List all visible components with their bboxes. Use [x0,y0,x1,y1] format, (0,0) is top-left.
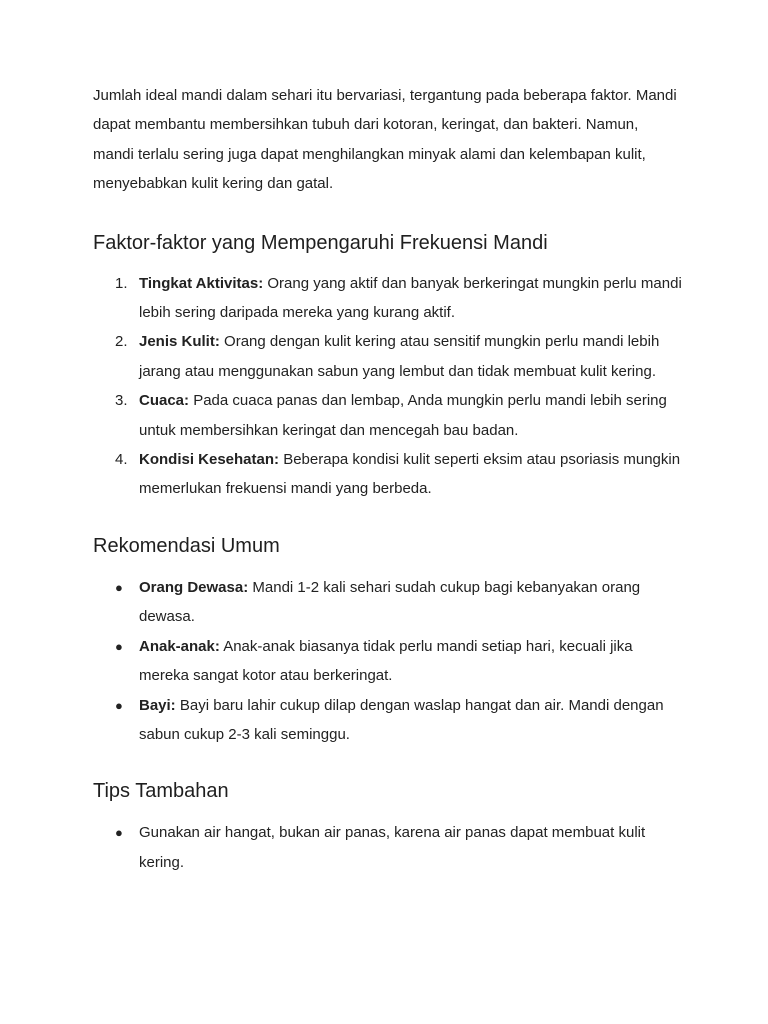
list-item-text: Pada cuaca panas dan lembap, Anda mungkin perlu mandi lebih sering untuk membersihkan keringat dan mencegah bau badan. [139,392,667,439]
bullet-icon: ● [115,579,123,595]
list-item [93,573,683,632]
bullet-icon: ● [115,697,123,713]
list-item [93,691,683,750]
tips-list [93,818,683,877]
list-item [93,445,683,504]
list-number: 1. [115,274,128,292]
bullet-icon: ● [115,638,123,654]
list-item-text: Beberapa kondisi kulit seperti eksim atau psoriasis mungkin memerlukan frekuensi mandi yang berbeda. [139,451,681,498]
list-number: 3. [115,392,128,410]
list-item-term: Orang Dewasa: [139,578,249,596]
heading-faktor: Faktor-faktor yang Mempengaruhi Frekuensi Mandi [93,231,548,254]
list-item-text: Orang yang aktif dan banyak berkeringat mungkin perlu mandi lebih sering daripada mereka yang kurang aktif. [139,274,682,322]
list-item-term: Cuaca: [139,392,190,410]
list-item [93,386,683,445]
list-item-text: Anak-anak biasanya tidak perlu mandi setiap hari, kecuali jika mereka sangat kotor atau berkeringat. [139,637,633,685]
list-item [93,269,683,328]
list-item-term: Bayi: [139,696,176,714]
document-page [93,81,683,877]
list-item-text: Mandi 1-2 kali sehari sudah cukup bagi kebanyakan orang dewasa. [139,578,641,626]
rekomendasi-list [93,573,683,749]
faktor-list [93,269,683,504]
list-item [93,818,683,877]
list-item-term: Tingkat Aktivitas: [139,274,264,292]
list-item-term: Jenis Kulit: [139,333,220,351]
list-item-text: Gunakan air hangat, bukan air panas, karena air panas dapat membuat kulit kering. [139,824,646,871]
list-item-term: Kondisi Kesehatan: [139,451,280,469]
heading-tips: Tips Tambahan [93,780,229,803]
heading-rekomendasi: Rekomendasi Umum [93,534,280,557]
bullet-icon: ● [115,825,123,841]
list-item [93,327,683,386]
list-number: 4. [115,451,128,469]
list-item-term: Anak-anak: [139,637,220,655]
intro-paragraph: Jumlah ideal mandi dalam sehari itu bervariasi, tergantung pada beberapa faktor. Mandi dapat membantu membersihkan tubuh dari kotoran, keringat, dan bakteri. Namun, mandi terlalu sering juga dapat menghilangkan minyak alami dan kelembapan kulit, menyebabkan kulit kering dan gatal. [93,87,677,193]
list-number: 2. [115,333,128,351]
list-item-text: Orang dengan kulit kering atau sensitif mungkin perlu mandi lebih jarang atau menggunakan sabun yang lembut dan tidak membuat kulit kering. [139,333,660,380]
list-item-text: Bayi baru lahir cukup dilap dengan waslap hangat dan air. Mandi dengan sabun cukup 2-3 kali seminggu. [139,696,664,743]
list-item [93,632,683,691]
